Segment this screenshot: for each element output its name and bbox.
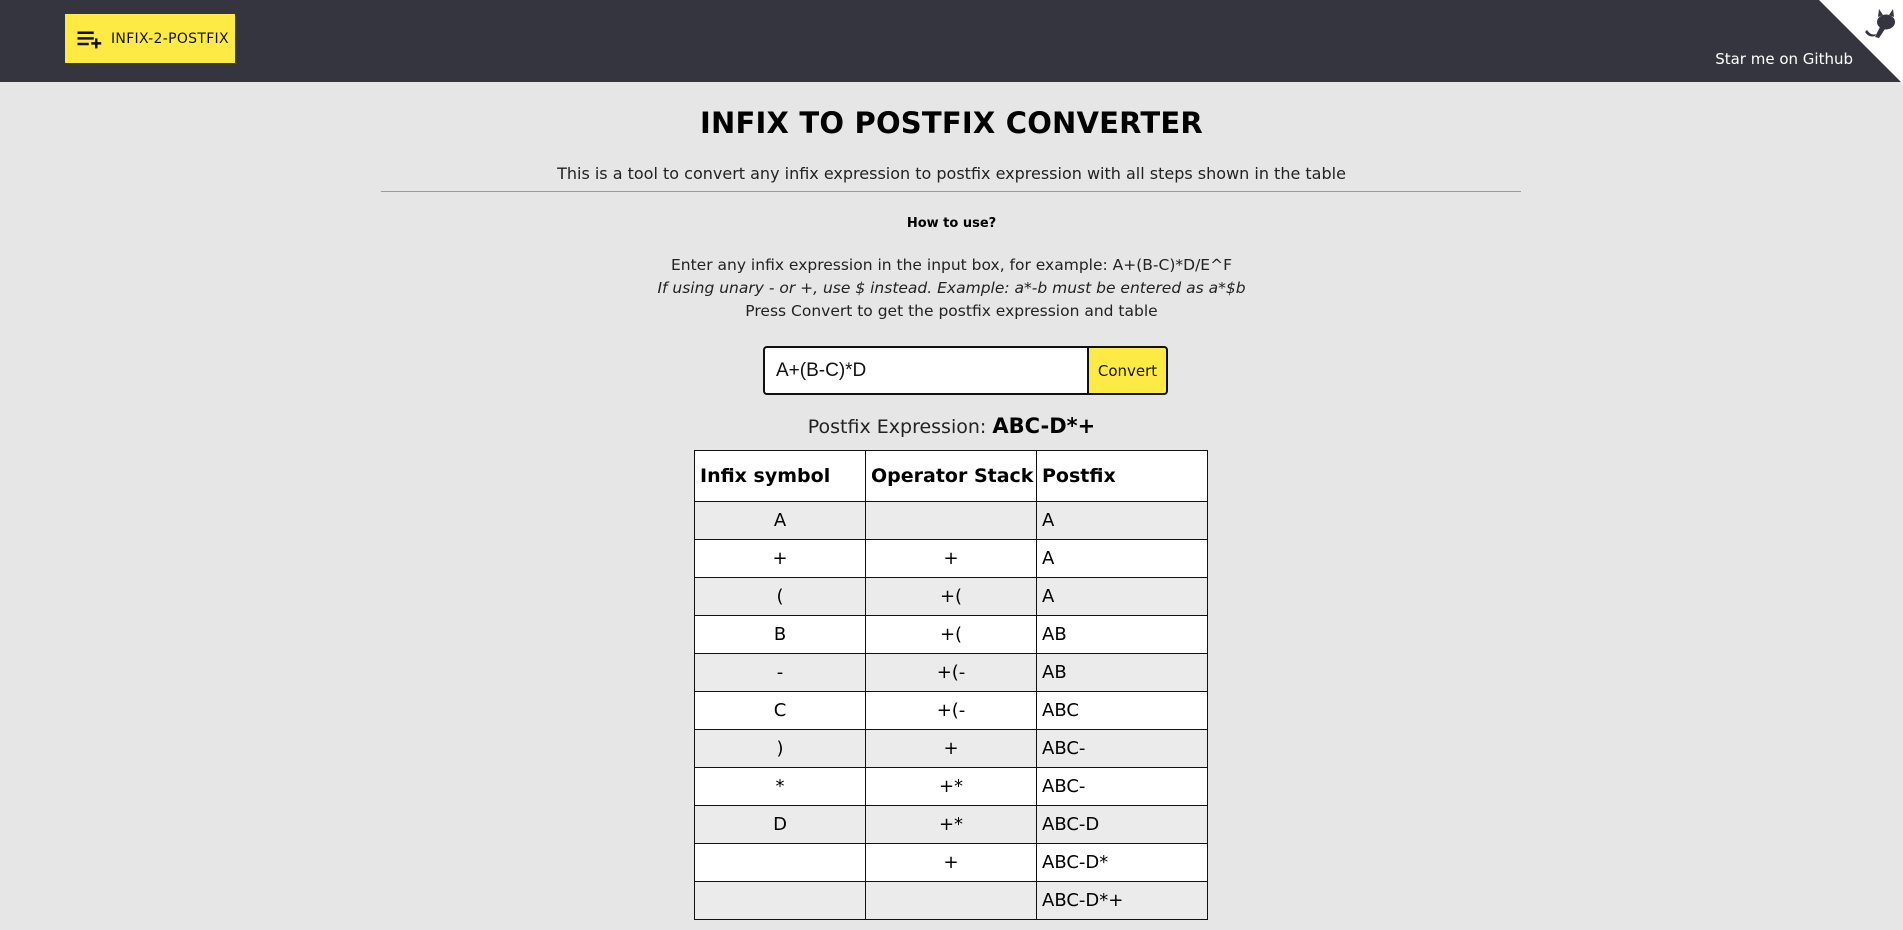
conversion-steps-table	[694, 450, 1208, 920]
github-corner[interactable]	[1819, 0, 1903, 84]
table-row	[695, 730, 1208, 768]
table-row	[695, 882, 1208, 920]
postfix-label: Postfix Expression:	[807, 416, 993, 438]
cell-postfix: ABC-D*+	[1037, 882, 1208, 920]
playlist-add-icon	[75, 24, 105, 54]
cell-operator-stack	[866, 882, 1037, 920]
cell-postfix: A	[1037, 540, 1208, 578]
octocat-icon	[1819, 0, 1903, 84]
expression-input[interactable]	[763, 346, 1087, 395]
cell-operator-stack: +(	[866, 616, 1037, 654]
convert-form	[763, 346, 1168, 395]
convert-button[interactable]: Convert	[1087, 346, 1168, 395]
github-star-link[interactable]: Star me on Github	[1715, 50, 1853, 68]
page-title: INFIX TO POSTFIX CONVERTER	[700, 106, 1203, 140]
cell-postfix: ABC-	[1037, 768, 1208, 806]
cell-postfix: AB	[1037, 654, 1208, 692]
postfix-value: ABC-D*+	[992, 414, 1096, 438]
table-row	[695, 540, 1208, 578]
cell-postfix: ABC-	[1037, 730, 1208, 768]
cell-infix-symbol	[695, 882, 866, 920]
cell-postfix: A	[1037, 578, 1208, 616]
cell-postfix: ABC-D*	[1037, 844, 1208, 882]
header-infix-symbol: Infix symbol	[695, 451, 866, 502]
postfix-result	[0, 414, 1903, 438]
cell-infix-symbol: A	[695, 502, 866, 540]
cell-operator-stack: +*	[866, 806, 1037, 844]
cell-postfix: ABC-D	[1037, 806, 1208, 844]
cell-infix-symbol: *	[695, 768, 866, 806]
table-row	[695, 844, 1208, 882]
table-header-row	[695, 451, 1208, 502]
page-subtitle: This is a tool to convert any infix expression to postfix expression with all steps shown in the table	[557, 164, 1346, 183]
table-row	[695, 578, 1208, 616]
instruction-line-2: If using unary - or +, use $ instead. Example: a*-b must be entered as a*$b	[657, 279, 1246, 297]
cell-infix-symbol: -	[695, 654, 866, 692]
cell-postfix: ABC	[1037, 692, 1208, 730]
cell-operator-stack: +(	[866, 578, 1037, 616]
divider	[381, 191, 1521, 192]
cell-operator-stack: +(-	[866, 654, 1037, 692]
cell-infix-symbol: C	[695, 692, 866, 730]
cell-infix-symbol: B	[695, 616, 866, 654]
cell-operator-stack: +	[866, 844, 1037, 882]
table-row	[695, 654, 1208, 692]
cell-operator-stack: +(-	[866, 692, 1037, 730]
table-row	[695, 768, 1208, 806]
table-row	[695, 692, 1208, 730]
cell-infix-symbol	[695, 844, 866, 882]
table-row	[695, 806, 1208, 844]
cell-operator-stack: +	[866, 540, 1037, 578]
header-postfix: Postfix	[1037, 451, 1208, 502]
top-navbar	[0, 0, 1903, 82]
instruction-line-3: Press Convert to get the postfix expression and table	[745, 302, 1158, 320]
cell-infix-symbol: D	[695, 806, 866, 844]
header-operator-stack: Operator Stack	[866, 451, 1037, 502]
cell-infix-symbol: +	[695, 540, 866, 578]
how-to-use-heading: How to use?	[906, 216, 997, 231]
instruction-line-1: Enter any infix expression in the input box, for example: A+(B-C)*D/E^F	[670, 256, 1232, 274]
cell-operator-stack: +	[866, 730, 1037, 768]
cell-postfix: AB	[1037, 616, 1208, 654]
table-row	[695, 616, 1208, 654]
app-logo[interactable]	[65, 14, 235, 63]
cell-operator-stack: +*	[866, 768, 1037, 806]
cell-postfix: A	[1037, 502, 1208, 540]
table-row	[695, 502, 1208, 540]
logo-text: INFIX-2-POSTFIX	[111, 30, 229, 47]
cell-operator-stack	[866, 502, 1037, 540]
cell-infix-symbol: (	[695, 578, 866, 616]
cell-infix-symbol: )	[695, 730, 866, 768]
